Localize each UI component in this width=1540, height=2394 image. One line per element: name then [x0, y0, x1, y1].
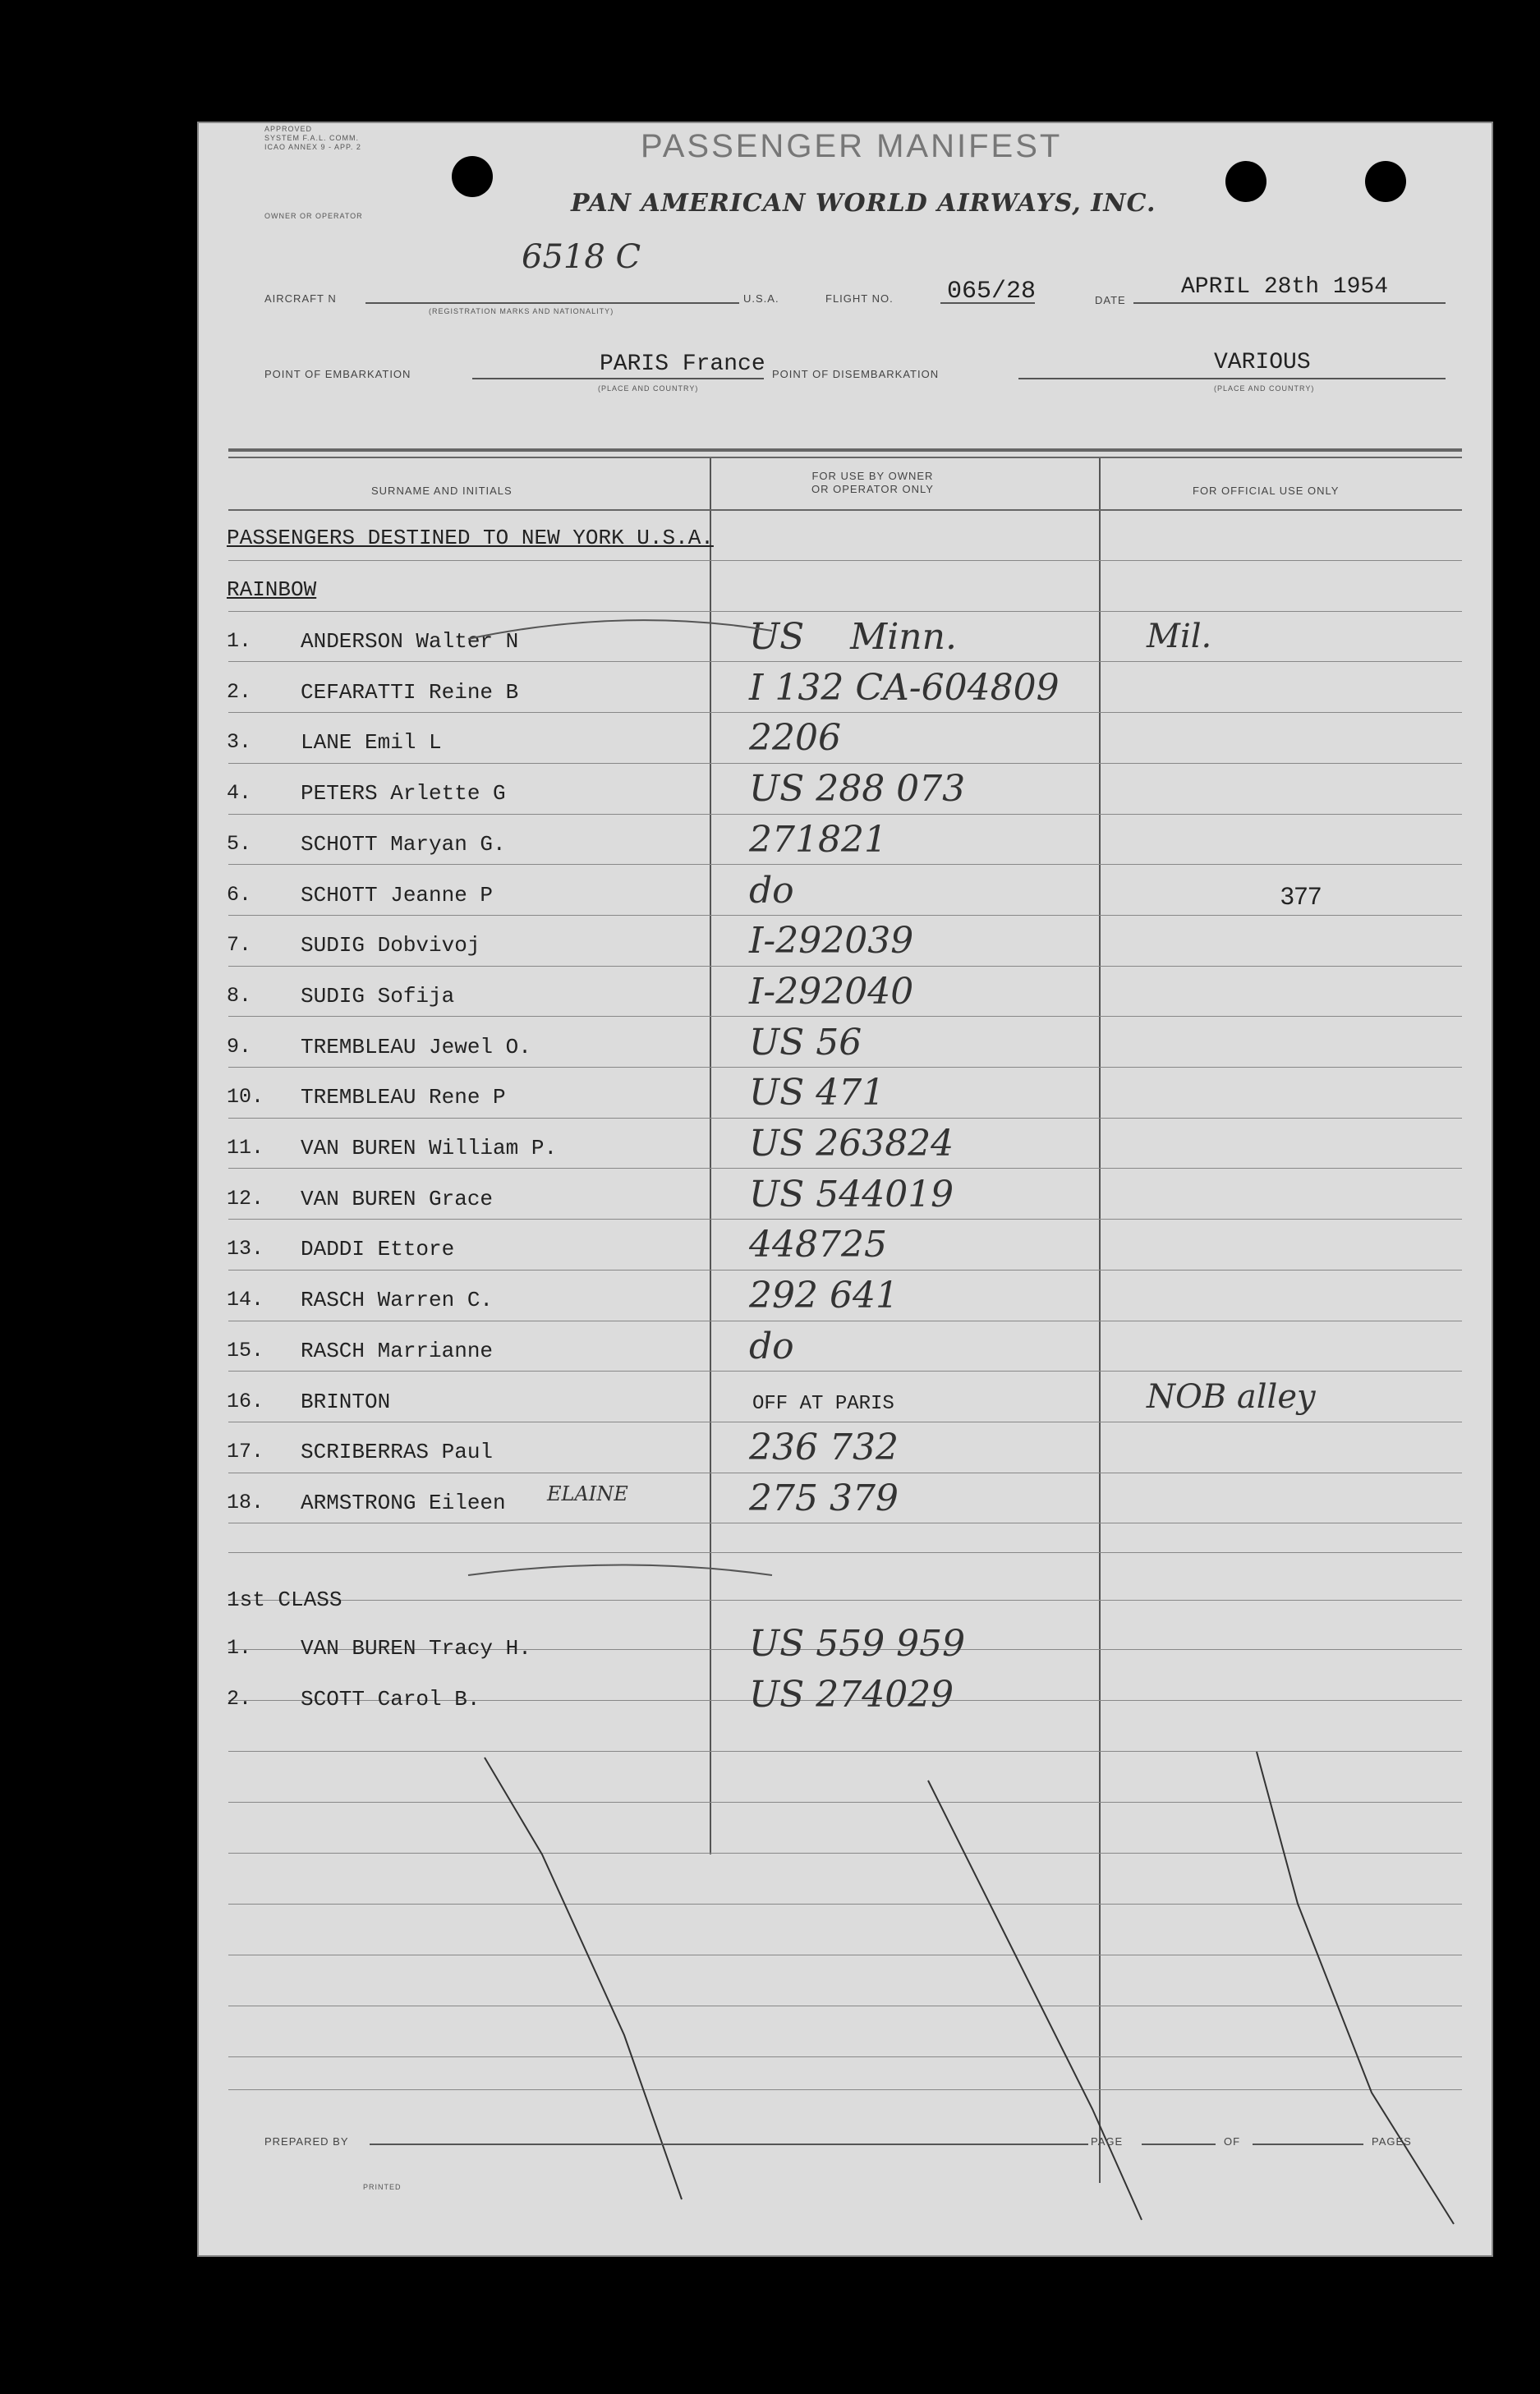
passenger-name: TREMBLEAU Rene P — [301, 1085, 506, 1110]
row-number: 7. — [227, 933, 252, 958]
col-operator-header: FOR USE BY OWNER OR OPERATOR ONLY — [811, 470, 934, 495]
operator-note: I-292039 — [749, 920, 914, 963]
passenger-name: TREMBLEAU Jewel O. — [301, 1034, 531, 1059]
operator-note: 271821 — [749, 818, 887, 861]
passenger-name: VAN BUREN William P. — [301, 1136, 558, 1160]
passenger-name: ANDERSON Walter N — [301, 629, 519, 654]
row-number: 15. — [227, 1338, 264, 1362]
official-note: 377 — [1280, 882, 1322, 910]
date-value: APRIL 28th 1954 — [1181, 274, 1389, 300]
passenger-name: SCOTT Carol B. — [301, 1687, 480, 1712]
passenger-name: RASCH Marrianne — [301, 1338, 494, 1363]
col-surname-header: SURNAME AND INITIALS — [371, 485, 513, 497]
disembark-place-caption: (PLACE AND COUNTRY) — [1214, 384, 1315, 393]
row-number: 4. — [227, 781, 252, 806]
row-number: 1. — [227, 1636, 252, 1660]
row-number: 16. — [227, 1389, 264, 1413]
operator-note: US 274029 — [749, 1674, 954, 1716]
flight-value: 065/28 — [947, 278, 1037, 306]
flight-label: FLIGHT NO. — [825, 292, 894, 305]
operator-note: do — [749, 869, 794, 912]
embark-place-caption: (PLACE AND COUNTRY) — [598, 384, 699, 393]
disembark-value: VARIOUS — [1214, 350, 1311, 375]
passenger-name: BRINTON — [301, 1389, 391, 1414]
first-class-label: 1st CLASS — [227, 1588, 342, 1612]
operator-note: US 288 073 — [749, 768, 966, 811]
passenger-name: SCHOTT Maryan G. — [301, 831, 506, 857]
passenger-name: RASCH Warren C. — [301, 1288, 494, 1313]
operator-note: US 559 959 — [749, 1623, 966, 1665]
operator-note: US 544019 — [749, 1173, 954, 1215]
owner-label: OWNER OR OPERATOR — [264, 212, 363, 220]
operator-note: US 263824 — [749, 1123, 954, 1165]
row-number: 2. — [227, 1687, 252, 1711]
embark-label: POINT OF EMBARKATION — [264, 368, 411, 380]
row-number: 5. — [227, 831, 252, 856]
printed-mark: PRINTED — [363, 2183, 402, 2191]
passenger-name: CEFARATTI Reine B — [301, 679, 519, 705]
registration-caption: (REGISTRATION MARKS AND NATIONALITY) — [429, 307, 614, 315]
row-number: 14. — [227, 1288, 264, 1312]
section-title: PASSENGERS DESTINED TO NEW YORK U.S.A. — [227, 526, 714, 550]
operator-note: US Minn. — [749, 616, 957, 658]
row-number: 8. — [227, 983, 252, 1008]
operator-note: do — [749, 1325, 794, 1367]
operator-note: US 471 — [749, 1072, 885, 1114]
row-number: 6. — [227, 882, 252, 907]
operator-note: 2206 — [749, 717, 841, 760]
row-number: 1. — [227, 629, 252, 653]
form-title: PASSENGER MANIFEST — [641, 128, 1063, 164]
passenger-name: VAN BUREN Grace — [301, 1186, 494, 1211]
rainbow-label: RAINBOW — [227, 577, 317, 602]
passenger-name: SCRIBERRAS Paul — [301, 1440, 494, 1465]
aircraft-value: 6518 C — [522, 238, 641, 276]
col-official-header: FOR OFFICIAL USE ONLY — [1193, 485, 1340, 497]
operator-note: I-292040 — [749, 970, 914, 1013]
row-number: 13. — [227, 1237, 264, 1261]
operator-note: 275 379 — [749, 1477, 899, 1519]
manifest-page — [197, 122, 1493, 2257]
operator-note: US 56 — [749, 1021, 862, 1064]
embark-value: PARIS France — [600, 352, 765, 377]
operator-note: OFF AT PARIS — [752, 1392, 894, 1415]
strike-marks — [197, 122, 1493, 2257]
usa-label: U.S.A. — [743, 292, 779, 305]
official-note: Mil. — [1147, 618, 1212, 655]
page-label: PAGE — [1091, 2135, 1124, 2148]
operator-note: 236 732 — [749, 1427, 899, 1469]
passenger-name: PETERS Arlette G — [301, 781, 506, 806]
official-note: NOB alley — [1147, 1377, 1316, 1416]
of-label: OF — [1224, 2135, 1241, 2148]
passenger-name: SUDIG Sofija — [301, 983, 455, 1009]
passenger-name: SCHOTT Jeanne P — [301, 882, 494, 908]
operator-name: PAN AMERICAN WORLD AIRWAYS, INC. — [571, 189, 1156, 218]
operator-note: 292 641 — [749, 1275, 899, 1317]
row-number: 11. — [227, 1136, 264, 1160]
handwritten-correction: ELAINE — [547, 1482, 628, 1505]
passenger-name: DADDI Ettore — [301, 1237, 455, 1262]
passenger-name: SUDIG Dobvivoj — [301, 933, 480, 958]
pages-label: PAGES — [1372, 2135, 1412, 2148]
prepared-by-label: PREPARED BY — [264, 2135, 349, 2148]
aircraft-label: AIRCRAFT N — [264, 292, 337, 305]
row-number: 17. — [227, 1440, 264, 1464]
passenger-name: VAN BUREN Tracy H. — [301, 1636, 531, 1661]
operator-note: 448725 — [749, 1224, 887, 1266]
row-number: 2. — [227, 679, 252, 704]
row-number: 10. — [227, 1085, 264, 1110]
row-number: 18. — [227, 1490, 264, 1514]
disembark-label: POINT OF DISEMBARKATION — [772, 368, 940, 380]
approved-stamp: APPROVED SYSTEM F.A.L. COMM. ICAO ANNEX 9 - APP. 2 — [264, 125, 361, 151]
passenger-name: LANE Emil L — [301, 730, 442, 756]
date-label: DATE — [1095, 294, 1126, 306]
operator-note: I 132 CA-604809 — [749, 666, 1060, 709]
row-number: 12. — [227, 1186, 264, 1211]
passenger-name: ARMSTRONG Eileen — [301, 1490, 506, 1515]
row-number: 9. — [227, 1034, 252, 1059]
row-number: 3. — [227, 730, 252, 755]
